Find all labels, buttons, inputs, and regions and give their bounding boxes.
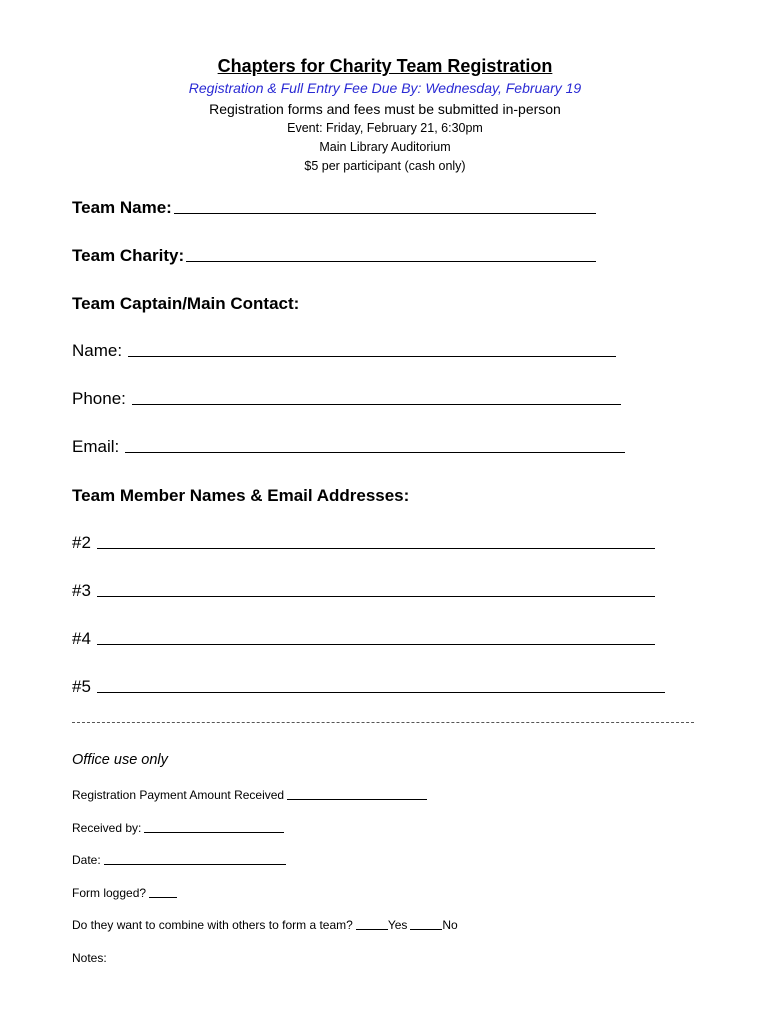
notes-label: Notes: — [72, 951, 107, 965]
form-logged-label: Form logged? — [72, 886, 147, 900]
member-number-label: #5 — [72, 677, 91, 696]
date-field[interactable] — [72, 853, 286, 867]
member-row[interactable] — [72, 629, 655, 649]
combine-team-field[interactable] — [72, 918, 458, 932]
member-number-label: #2 — [72, 533, 91, 552]
captain-email-field[interactable] — [72, 437, 625, 457]
captain-name-line[interactable] — [128, 355, 616, 357]
captain-name-label: Name: — [72, 341, 123, 360]
captain-email-label: Email: — [72, 437, 120, 456]
captain-phone-field[interactable] — [72, 389, 621, 409]
captain-phone-line[interactable] — [132, 403, 621, 405]
captain-phone-label: Phone: — [72, 389, 126, 408]
submission-note: Registration forms and fees must be submitted in-person — [209, 101, 561, 117]
event-venue: Main Library Auditorium — [319, 140, 451, 154]
member-number-label: #3 — [72, 581, 91, 600]
combine-team-label: Do they want to combine with others to form a team? — [72, 918, 353, 932]
member-row[interactable] — [72, 533, 655, 553]
payment-received-label: Registration Payment Amount Received — [72, 788, 285, 802]
member-line[interactable] — [97, 547, 655, 549]
payment-received-line[interactable] — [287, 798, 427, 800]
combine-yes-line[interactable] — [356, 928, 388, 930]
team-name-line[interactable] — [174, 212, 596, 214]
received-by-label: Received by: — [72, 821, 142, 835]
office-use-title: Office use only — [72, 752, 168, 768]
combine-no-line[interactable] — [410, 928, 442, 930]
form-title: Chapters for Charity Team Registration — [217, 56, 553, 76]
notes-field[interactable] — [72, 951, 107, 965]
captain-name-field[interactable] — [72, 341, 616, 361]
member-row[interactable] — [72, 581, 655, 601]
date-line[interactable] — [104, 863, 286, 865]
payment-received-field[interactable] — [72, 788, 427, 802]
member-line[interactable] — [97, 643, 655, 645]
member-row[interactable] — [72, 677, 665, 697]
office-use-divider — [72, 722, 694, 723]
team-name-field[interactable] — [72, 198, 596, 218]
team-members-heading: Team Member Names & Email Addresses: — [72, 486, 410, 505]
form-logged-line[interactable] — [149, 896, 177, 898]
team-name-label: Team Name: — [72, 198, 172, 217]
event-datetime: Event: Friday, February 21, 6:30pm — [287, 121, 483, 135]
date-label: Date: — [72, 853, 101, 867]
captain-email-line[interactable] — [125, 451, 625, 453]
member-line[interactable] — [97, 595, 655, 597]
participant-fee: $5 per participant (cash only) — [304, 159, 466, 173]
deadline-note: Registration & Full Entry Fee Due By: Wednesday, February 19 — [188, 80, 582, 96]
team-charity-field[interactable] — [72, 246, 596, 266]
combine-yes-label: Yes — [387, 918, 408, 932]
team-charity-label: Team Charity: — [72, 246, 185, 265]
team-captain-heading: Team Captain/Main Contact: — [72, 294, 300, 313]
combine-no-label: No — [442, 918, 458, 932]
form-logged-field[interactable] — [72, 886, 177, 900]
member-number-label: #4 — [72, 629, 91, 648]
team-charity-line[interactable] — [186, 260, 596, 262]
member-line[interactable] — [97, 691, 665, 693]
received-by-field[interactable] — [72, 821, 284, 835]
received-by-line[interactable] — [144, 831, 284, 833]
